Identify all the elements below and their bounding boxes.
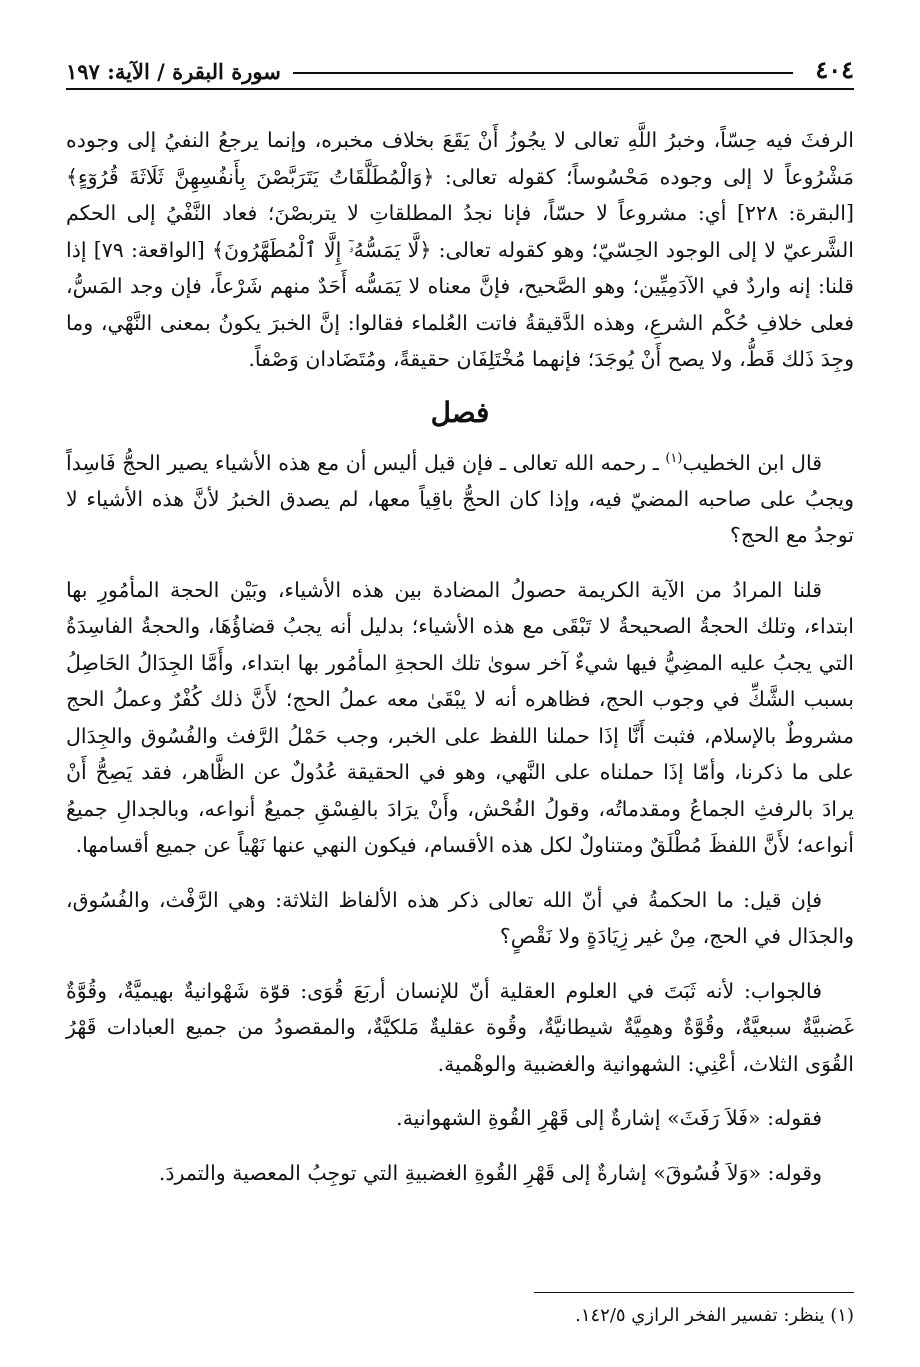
- page-number: ٤٠٤: [815, 55, 854, 84]
- paragraph-2-start: قال ابن الخطيب: [682, 450, 823, 475]
- footnote-text: (١) ينظر: تفسير الفخر الرازي ١٤٢/٥.: [575, 1305, 854, 1326]
- section-heading: فصل: [430, 395, 490, 429]
- header-rule: [293, 72, 794, 74]
- footnotes: [66, 1292, 854, 1326]
- paragraph-7: وقوله: «وَلاَ فُسُوقَ» إشارةٌ إلى قَهْرِ القُوةِ الغضبيةِ التي توجِبُ المعصية والتمردَ.: [158, 1160, 822, 1185]
- paragraph-6: فقوله: «فَلاَ رَفَثَ» إشارةٌ إلى قَهْرِ القُوةِ الشهوانية.: [396, 1106, 822, 1131]
- page-header: [66, 38, 854, 90]
- body-text: [66, 122, 854, 1191]
- paragraph-1: الرفثَ فيه حِسّاً، وخبرُ اللَّهِ تعالى لا يجُوزُ أَنْ يَقَعَ بخلاف مخبره، وإنما يرجعُ النفيُ إلى وجوده مَشْرُوعاً لا إلى وجوده مَحْسُوساً؛ كقوله تعالى: ﴿وَالْمُطَلَّقَاتُ يَتَرَبَّصْنَ بِأَنفُسِهِنَّ ثَلَاثَةَ قُرُوٓءٍ﴾ [البقرة: ٢٢٨] أي: مشروعاً لا حسّاً، فإنا نجدُ المطلقاتِ لا يتربصْنَ؛ فعاد النَّفْيُ إلى الحكم الشَّرعيّ لا إلى الوجود الحِسّيّ؛ وهو كقوله تعالى: ﴿لَّا يَمَسُّهُۥٓ إِلَّا ٱلْمُطَهَّرُونَ﴾ [الواقعة: ٧٩] إذا قلنا: إنه واردٌ في الآدَمِيِّين؛ وهو الصَّحيح، فإنَّ معناه لا يَمَسُّه أَحَدٌ منهم شَرْعاً، فإن وجد المَسُّ، فعلى خلافِ حُكْم الشرعِ، وهذه الدَّقيقةُ فاتت العُلماء فقالوا: إنَّ الخبرَ يكونُ بمعنى النَّهْي، وما وجِدَ ذَلك قَطُّ، ولا يصح أَنْ يُوجَدَ؛ فإنهما مُخْتَلِفَان حقيقةً، ومُتَضَادان وَصْفاً.: [66, 128, 854, 371]
- footnote-rule: [534, 1292, 854, 1293]
- paragraph-5: فالجواب: لأنه ثَبَتَ في العلوم العقلية أنّ للإنسان أربَعَ قُوَى: قوّة شَهْوانيةٌ بهيميَّةٌ، وقُوَّةٌ غَضبيَّةٌ سبعيَّةٌ، وقُوَّةٌ وهمِيَّةٌ شيطانيَّةٌ، وقُوة عقليةٌ مَلكيَّةٌ، والمقصودُ من جميع العبادات قَهْرُ القُوَى الثلاث، أعْنِي: الشهوانية والغضبية والوهْمية.: [66, 978, 854, 1076]
- footnote-marker: (١): [665, 450, 683, 466]
- paragraph-3: قلنا المرادُ من الآية الكريمة حصولُ المضادة بين هذه الأشياء، وبَيْن الحجة المأمُورِ بها ابتداء، وتلك الحجةُ الصحيحةُ لا تَبْقَى مع هذه الأشياء؛ بدليل أنه يجبُ قضاؤُهَا، والحجةُ الفاسِدَةُ التي يجبُ عليه المضِيُّ فيها شيءٌ آخر سوىٰ تلك الحجةِ المأمُور بها ابتداء، وأَمَّا الجِدَالُ الحَاصِلُ بسبب الشَّكِّ في وجوب الحج، فظاهره أنه لا يبْقَىٰ معه عملُ الحج؛ لأَنَّ ذلك كُفْرٌ وعملُ الحج مشروطٌ بالإسلام، فثبت أَنَّا إذَا حملنا اللفظ على الخبر، وجب حَمْلُ الرَّفث والفُسُوق والجِدَال على ما ذكرنا، وأمّا إذَا حملناه على النَّهي، وهو في الحقيقة عُدُولٌ عن الظَّاهر، فقد يَصِحُّ أَنْ يرادَ بالرفثِ الجماعُ ومقدماتُه، وقولُ الفُحْش، وأَنْ يرَادَ بالفِسْقِ جميعُ أنواعه، وبالجدالِ جميعُ أنواعه؛ لأَنَّ اللفظَ مُطْلَقٌ ومتناولٌ لكل هذه الأقسام، فيكون النهي عنها نَهْياً عن جميع أقسامها.: [66, 577, 854, 858]
- running-title: سورة البقرة / الآية: ١٩٧: [66, 59, 281, 84]
- paragraph-2-rest: ـ رحمه الله تعالى ـ فإن قيل أليس أن مع هذه الأشياء يصير الحجُّ فَاسِداً ويجبُ على صاحبه المضيّ فيه، وإذا كان الحجُّ باقِياً معها، لم يصدق الخبرُ لأنَّ هذه الأشياء لا توجدُ مع الحج؟: [66, 450, 854, 548]
- paragraph-4: فإن قيل: ما الحكمةُ في أنّ الله تعالى ذكر هذه الألفاظ الثلاثة: وهي الرَّفْث، والفُسُوق، والجدَال في الحج، مِنْ غير زِيَادَةٍ ولا نَقْصٍ؟: [66, 887, 854, 949]
- paragraph-2: [66, 441, 854, 554]
